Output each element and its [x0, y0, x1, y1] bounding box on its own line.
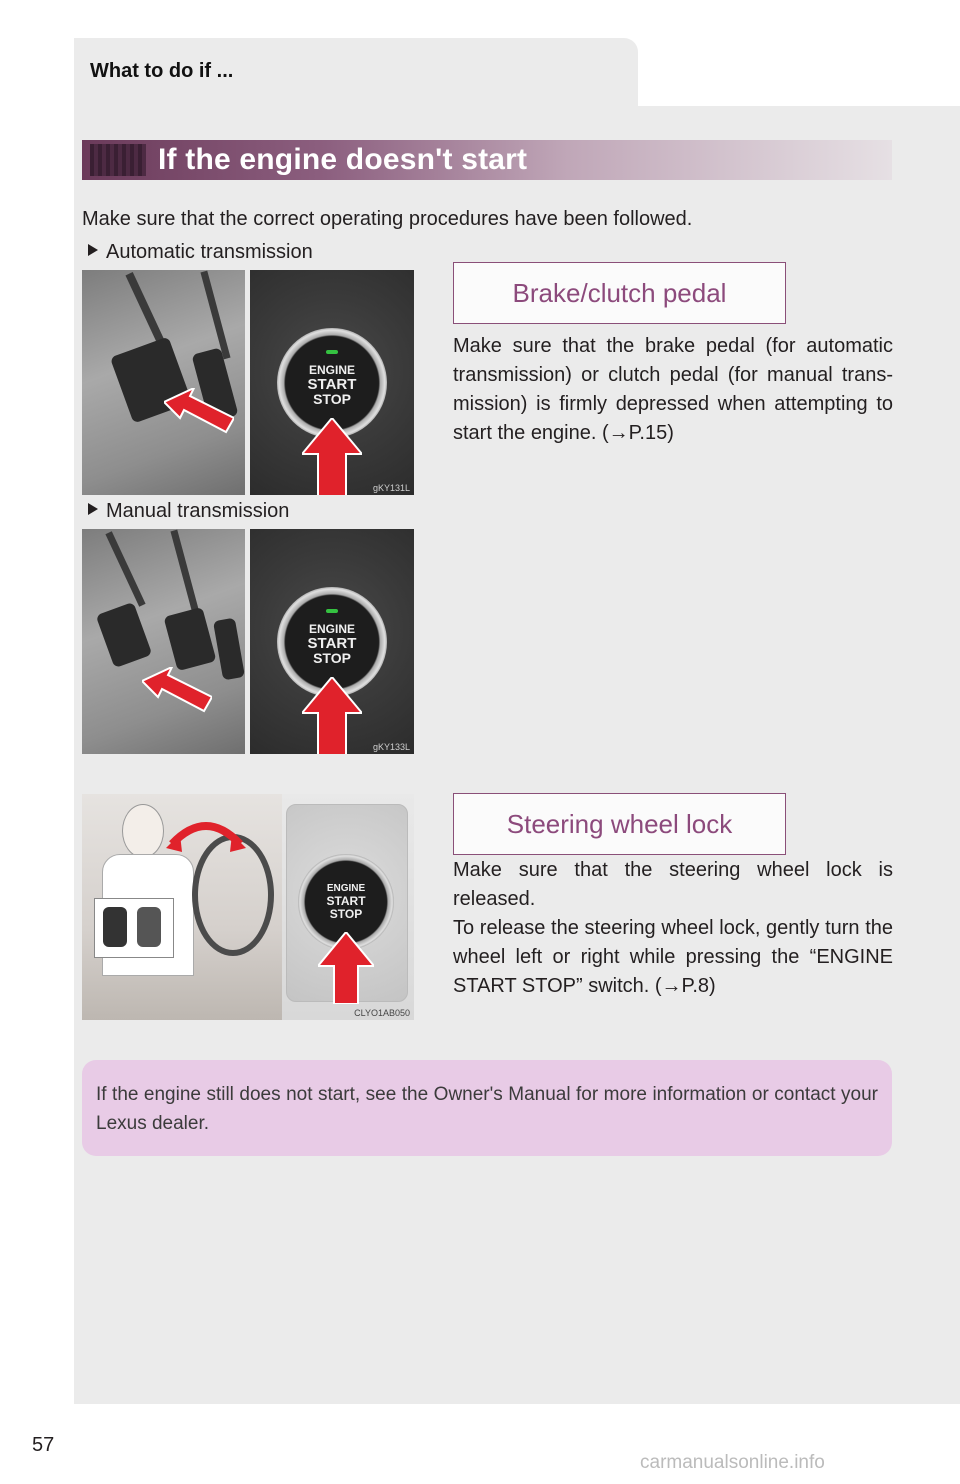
- arrow-up-icon: [318, 932, 374, 1004]
- pedal-arm: [105, 531, 145, 606]
- button-line-3: STOP: [313, 650, 351, 666]
- steering-wheel: [192, 834, 274, 956]
- button-line-3: STOP: [313, 391, 351, 407]
- photo-code: CLYO1AB050: [354, 1008, 410, 1018]
- indicator-light: [326, 350, 338, 354]
- accelerator-pedal: [213, 618, 245, 681]
- button-line-2: START: [307, 635, 357, 652]
- steering-wheel-photo: [82, 794, 414, 1020]
- arrow-up-icon: [302, 418, 362, 495]
- pedal-arm: [200, 271, 230, 360]
- key-inset: [94, 898, 174, 958]
- button-line-2: START: [307, 376, 357, 393]
- manual-pedals-photo: [82, 529, 245, 754]
- clutch-pedal: [96, 602, 153, 668]
- header-tab-title: What to do if ...: [90, 60, 234, 82]
- button-line-1: ENGINE: [308, 363, 355, 377]
- intro-text: Make sure that the correct operating procedures have been followed.: [82, 208, 693, 230]
- steering-text-2: To release the steering wheel lock, gently turn the wheel left or right while pressing the “ENGINE START STOP” switch. (→P.8): [453, 917, 893, 997]
- arrow-icon: [142, 667, 212, 717]
- watermark: carmanualsonline.info: [640, 1452, 825, 1473]
- indicator-light: [326, 609, 338, 613]
- key-fob-icon: [137, 907, 161, 947]
- button-line-1: ENGINE: [308, 622, 355, 636]
- automatic-heading: [88, 241, 313, 264]
- automatic-pedals-photo: [82, 270, 245, 495]
- banner-decoration: [90, 144, 146, 176]
- rotate-arrow-icon: [166, 812, 246, 852]
- button-line-2: START: [326, 894, 366, 908]
- pedal-arm: [125, 272, 166, 348]
- automatic-label: Automatic transmission: [106, 241, 313, 263]
- button-line-3: STOP: [329, 907, 363, 921]
- manual-start-button-photo: [250, 529, 414, 754]
- pedal-arm: [170, 530, 200, 619]
- steering-text-1: Make sure that the steering wheel lock is released.: [453, 859, 893, 910]
- manual-heading: [88, 500, 289, 523]
- automatic-start-button-photo: [250, 270, 414, 495]
- key-fob-icon: [103, 907, 127, 947]
- note-box: [82, 1060, 892, 1156]
- button-line-1: ENGINE: [326, 883, 366, 894]
- page-number: 57: [32, 1434, 55, 1456]
- bullet-triangle-icon: [88, 503, 98, 515]
- note-text: If the engine still does not start, see the Owner's Manual for more information or contact your Lexus dealer.: [96, 1084, 878, 1134]
- button-inset: [282, 794, 414, 1020]
- brake-text: Make sure that the brake pedal (for automatic transmission) or clutch pedal (for manual trans-mission) is firmly depressed when attempting to start the engine. (→P.15): [453, 335, 893, 444]
- bullet-triangle-icon: [88, 244, 98, 256]
- manual-label: Manual transmission: [106, 500, 290, 522]
- brake-pedal: [163, 607, 216, 671]
- section-banner: [82, 140, 892, 180]
- photo-code: gKY133L: [372, 742, 410, 752]
- driver-head: [122, 804, 164, 858]
- photo-code: gKY131L: [372, 483, 410, 493]
- steering-box-title: Steering wheel lock: [453, 793, 786, 855]
- brake-box-title: Brake/clutch pedal: [453, 262, 786, 324]
- section-title: If the engine doesn't start: [158, 143, 528, 176]
- arrow-up-icon: [302, 677, 362, 754]
- arrow-icon: [164, 388, 234, 438]
